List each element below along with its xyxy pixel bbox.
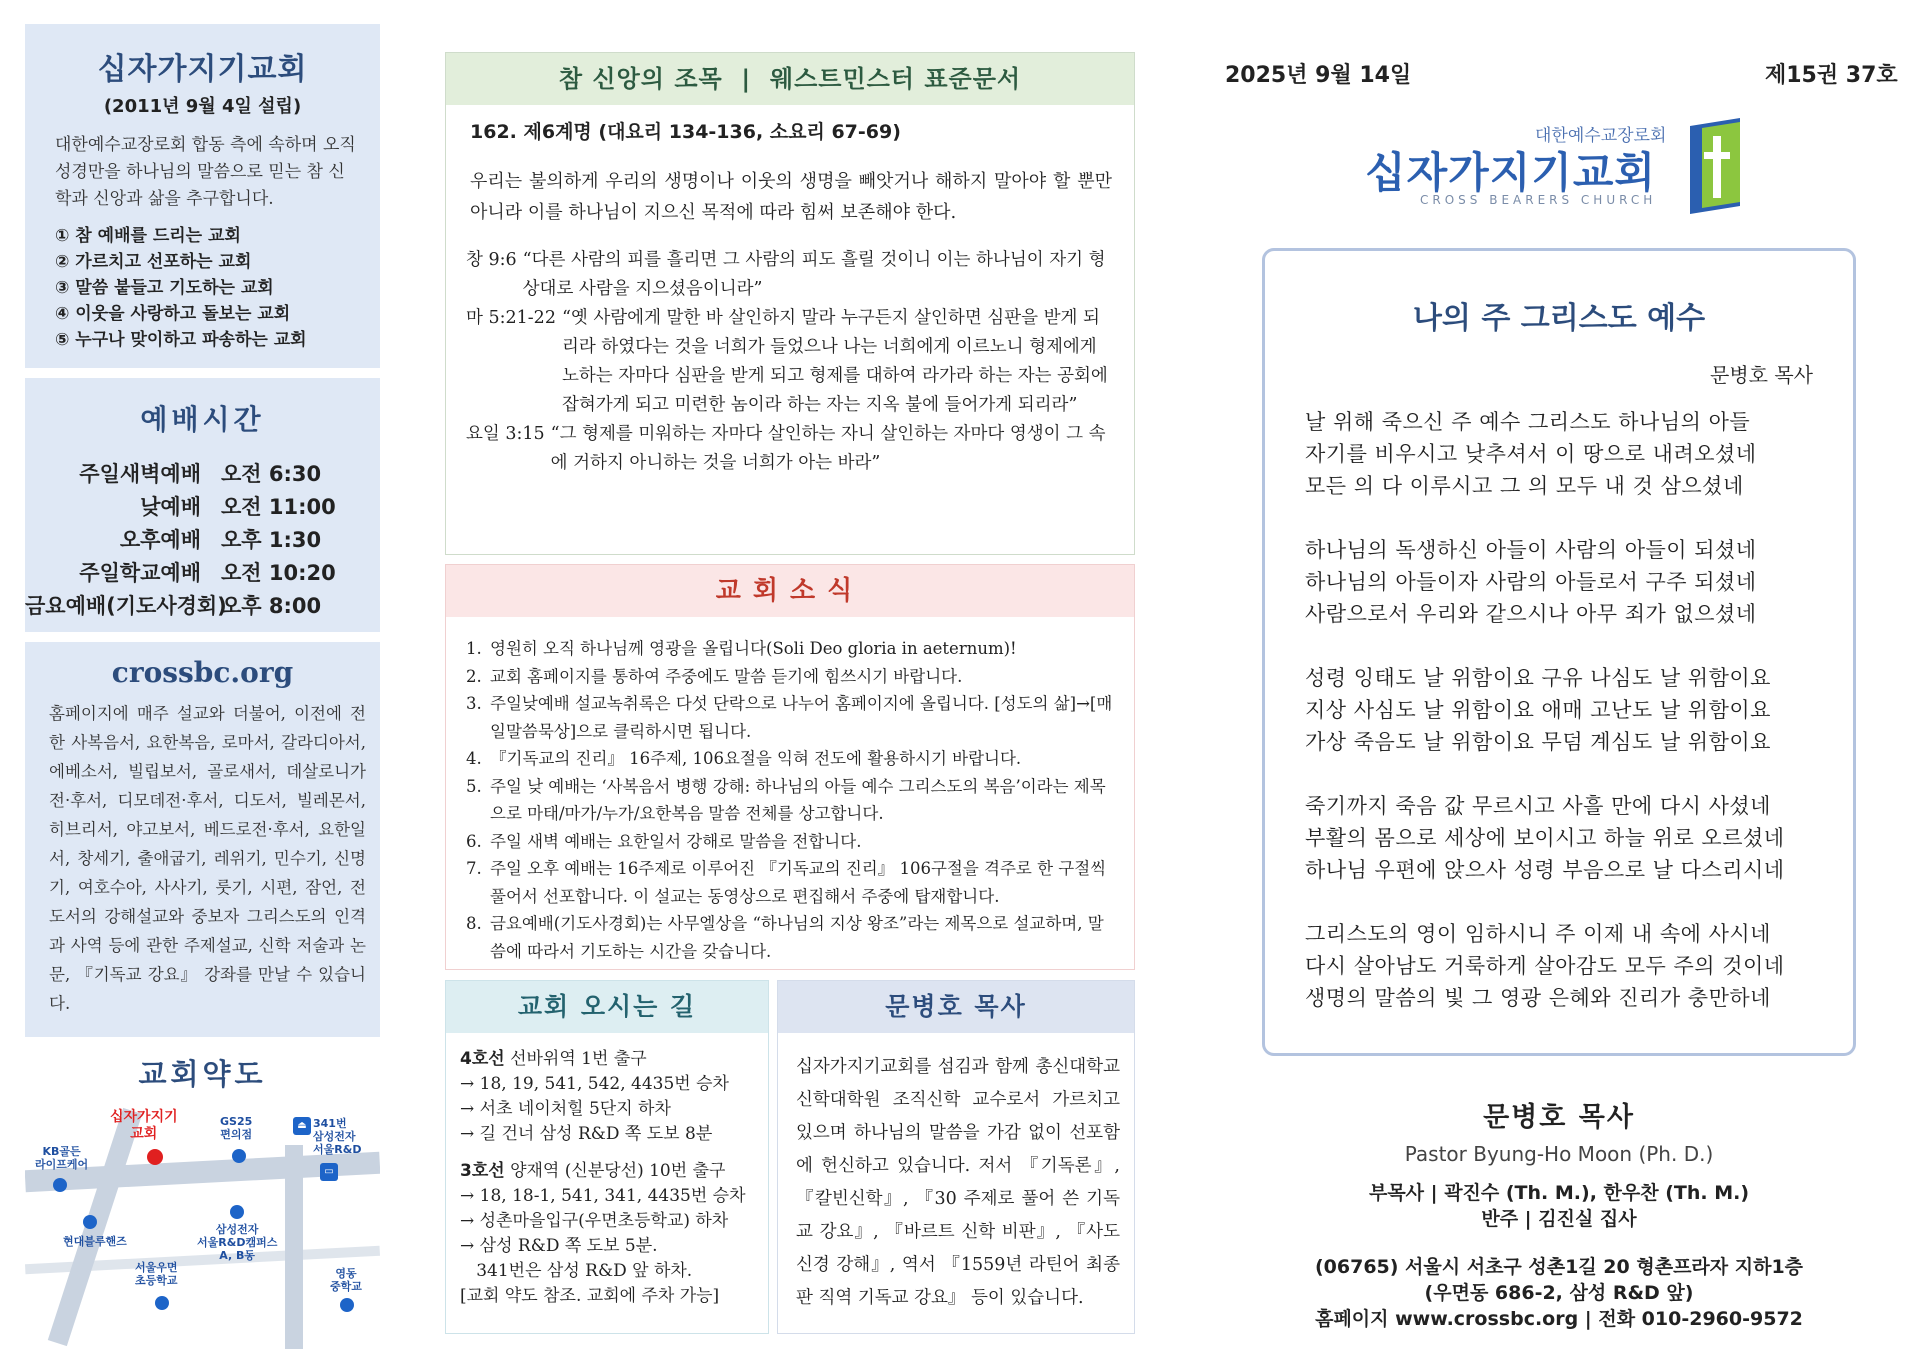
news-text: 『기독교의 진리』 16주제, 106요절을 익혀 전도에 활용하시기 바랍니다. — [490, 749, 1022, 768]
poem-line: 사람으로서 우리와 같으시나 아무 죄가 없으셨네 — [1305, 602, 1757, 626]
directions-header: 교회 오시는 길 — [446, 981, 768, 1033]
directions-step: → 성촌마을입구(우면초등학교) 하차 — [460, 1211, 729, 1231]
worship-time: 오전 11:00 — [221, 494, 336, 519]
website-description: 홈페이지에 매주 설교와 더불어, 이전에 전한 사복음서, 요한복음, 로마서, 갈라디아서, 에베소서, 빌립보서, 골로새서, 데살로니가전·후서, 디모데전·후서, 디도서, 빌레몬서, 히브리서, 야고보서, 베드로전·후서, 요한일서, 창세기, 출애굽기, 레위기, 민수기, 신명기, 여호수아, 사사기, 룻기, 시편, 잠언, 전도서의 강해설교와 중보자 그리스도의 인격과 사역 등에 관한 주제설교, 신학 저술과 논문, 『기독교 강요』 강좌를 만날 수 있습니다. — [49, 704, 366, 1013]
poem-stanza — [1305, 918, 1817, 1014]
poem-line: 그리스도의 영이 임하시니 주 이제 내 속에 사시네 — [1305, 922, 1771, 946]
verse-text: “다른 사람의 피를 흘리면 그 사람의 피도 흘릴 것이니 이는 하나님이 자기 형상대로 사람을 지으셨음이니라” — [522, 250, 1106, 299]
map-label-bus: 341번 삼성전자 서울R&D — [313, 1117, 362, 1156]
news-text: 주일 낮 예배는 ‘사복음서 병행 강해: 하나님의 아들 예수 그리스도의 복음’이라는 제목으로 마태/마가/누가/요한복음 말씀 전체를 상고합니다. — [490, 776, 1106, 823]
directions-note: [교회 약도 참조. 교회에 주차 가능] — [460, 1286, 720, 1306]
map-label-church: 십자가지기 교회 — [110, 1109, 178, 1142]
news-header: 교회소식 — [446, 565, 1134, 617]
bulletin-issue: 제15권 37호 — [1765, 63, 1898, 88]
poem-line: 날 위해 죽으신 주 예수 그리스도 하나님의 아들 — [1305, 410, 1751, 434]
worship-time: 오후 1:30 — [221, 527, 322, 552]
verse-item — [466, 246, 1112, 304]
poem-stanza — [1305, 662, 1817, 758]
poem-stanza — [1305, 406, 1817, 502]
map-road — [48, 1108, 142, 1346]
pastor-panel — [777, 980, 1135, 1334]
verse-ref: 마 5:21-22 — [466, 308, 556, 328]
bulletin-footer — [1262, 1095, 1856, 1332]
directions-line4: 4호선 선바위역 1번 출구 — [460, 1049, 647, 1069]
verse-ref: 창 9:6 — [466, 250, 517, 270]
worship-row — [25, 555, 380, 588]
directions-step: → 서초 네이처힐 5단지 하차 — [460, 1099, 671, 1119]
poem-line: 하나님 우편에 앉으사 성령 부음으로 날 다스리시네 — [1305, 858, 1785, 882]
news-text: 교회 홈페이지를 통하여 주중에도 말씀 듣기에 힘쓰시기 바랍니다. — [490, 666, 963, 686]
worship-row — [25, 456, 380, 489]
directions-line3: 3호선 양재역 (신분당선) 10번 출구 — [460, 1161, 726, 1181]
map-label-school: 서울우면 초등학교 — [135, 1261, 178, 1287]
poem-line: 하나님의 아들이자 사람의 아들로서 구주 되셨네 — [1305, 570, 1757, 594]
worship-name: 금요예배(기도사경회) — [25, 593, 227, 618]
church-intro-text: 대한예수교장로회 합동 측에 속하며 오직 성경만을 하나님의 말씀으로 믿는 참 신학과 신앙과 삶을 추구합니다. — [55, 135, 356, 209]
map-label-hyundai: 현대블루핸즈 — [63, 1235, 127, 1248]
worship-table — [25, 456, 380, 621]
church-name: 십자가지기교회 — [97, 52, 308, 87]
news-item: 3. 주일낮예배 설교녹취록은 다섯 단락으로 나누어 홈페이지에 올립니다. [성도의 삶]→[매일말씀묵상]으로 클릭하시면 됩니다. — [466, 690, 1114, 745]
poem-title: 나의 주 그리스도 예수 — [1412, 301, 1706, 336]
church-map — [25, 1105, 380, 1349]
church-intro-panel — [25, 24, 380, 368]
poem-stanza — [1305, 790, 1817, 886]
map-samsung-marker — [230, 1205, 244, 1219]
directions-panel — [445, 980, 769, 1334]
news-item: 2. 교회 홈페이지를 통하여 주중에도 말씀 듣기에 힘쓰시기 바랍니다. — [466, 663, 1114, 691]
bus-stop-icon: ⏏ — [293, 1117, 311, 1135]
directions-step: → 삼성 R&D 쪽 도보 5분. — [460, 1236, 658, 1256]
map-gs25-marker — [232, 1149, 246, 1163]
cross-logo-icon — [1680, 118, 1750, 214]
poem-author: 문병호 목사 — [1710, 363, 1813, 387]
poem-line: 성령 잉태도 날 위함이요 구유 나심도 날 위함이요 — [1305, 666, 1771, 690]
map-kb-marker — [53, 1178, 67, 1192]
news-list — [466, 635, 1114, 965]
poem-line: 생명의 말씀의 빛 그 영광 은혜와 진리가 충만하네 — [1305, 986, 1771, 1010]
confession-header: 참 신앙의 조목 | 웨스트민스터 표준문서 — [446, 53, 1134, 105]
directions-body — [460, 1047, 758, 1309]
map-church-marker — [147, 1149, 163, 1165]
map-road — [285, 1145, 303, 1349]
news-text: 주일 오후 예배는 16주제로 이루어진 『기독교의 진리』 106구절을 격주로 한 구절씩 풀어서 선포합니다. 이 설교는 동영상으로 편집해서 주중에 탑재합니다. — [490, 859, 1107, 906]
poem-line: 가상 죽음도 날 위함이요 무덤 계심도 날 위함이요 — [1305, 730, 1771, 754]
goal-item: ③ 말씀 붙들고 기도하는 교회 — [55, 278, 274, 298]
verse-list — [466, 246, 1112, 478]
goal-item: ① 참 예배를 드리는 교회 — [55, 226, 241, 246]
logo-english-name: CROSS BEARERS CHURCH — [1420, 193, 1657, 207]
poem-line: 자기를 비우시고 낮추셔서 이 땅으로 내려오셨네 — [1305, 442, 1757, 466]
map-school-marker — [155, 1296, 169, 1310]
map-label-gs25: GS25 편의점 — [220, 1115, 253, 1141]
footer-pastor-name: 문병호 목사 — [1483, 1102, 1635, 1133]
worship-times-panel — [25, 378, 380, 632]
verse-ref: 요일 3:15 — [466, 424, 545, 444]
worship-time: 오전 6:30 — [221, 461, 322, 486]
news-text: 주일낮예배 설교녹취록은 다섯 단락으로 나누어 홈페이지에 올립니다. [성도의 삶]→[매일말씀묵상]으로 클릭하시면 됩니다. — [490, 694, 1113, 741]
poem-line: 지상 사심도 날 위함이요 애매 고난도 날 위함이요 — [1305, 698, 1771, 722]
church-logo — [1365, 118, 1745, 218]
poem-line: 하나님의 독생하신 아들이 사람의 아들이 되셨네 — [1305, 538, 1757, 562]
map-label-kb: KB골든 라이프케어 — [35, 1145, 89, 1171]
goal-item: ④ 이웃을 사랑하고 돌보는 교회 — [55, 304, 291, 324]
confession-title: 162. 제6계명 (대요리 134-136, 소요리 67-69) — [470, 121, 901, 143]
worship-time: 오후 8:00 — [221, 593, 322, 618]
worship-name: 주일새벽예배 — [79, 461, 201, 486]
poem-body — [1305, 406, 1817, 1014]
church-goals — [55, 223, 362, 353]
confession-summary: 우리는 불의하게 우리의 생명이나 이웃의 생명을 빼앗거나 해하지 말아야 할 뿐만 아니라 이를 하나님이 지으신 목적에 따라 힘써 보존해야 한다. — [470, 171, 1112, 223]
directions-step: → 길 건너 삼성 R&D 쪽 도보 8분 — [460, 1124, 713, 1144]
logo-church-name: 십자가지기교회 — [1365, 148, 1657, 197]
poem-line: 부활의 몸으로 세상에 보이시고 하늘 위로 오르셨네 — [1305, 826, 1785, 850]
map-label-middle: 영동 중학교 — [330, 1267, 362, 1293]
worship-row — [25, 588, 380, 621]
pastor-bio: 십자가지기교회를 섬김과 함께 총신대학교 신학대학원 조직신학 교수로서 가르치고 있으며 하나님의 말씀을 가감 없이 선포함에 헌신하고 있습니다. 저서 『기독론』, 『칼빈신학』, 『30 주제로 풀어 쓴 기독교 강요』, 『바르트 신학 비판』, 『사도신경 강해』, 역서 『1559년 라틴어 최종판 직역 기독교 강요』 등이 있습니다. — [796, 1057, 1120, 1308]
poem-line: 죽기까지 죽음 값 무르시고 사흘 만에 다시 사셨네 — [1305, 794, 1771, 818]
verse-text: “옛 사람에게 말한 바 살인하지 말라 누구든지 살인하면 심판을 받게 되리라 하였다는 것을 너희가 들었으나 나는 너희에게 이르노니 형제에게 노하는 자마다 심판을 받게 되고 형제를 대하여 라가라 하는 자는 공회에 잡혀가게 되고 미련한 놈이라 하는 자는 지옥 불에 들어가게 되리라” — [561, 308, 1108, 415]
verse-text: “그 형제를 미워하는 자마다 살인하는 자니 살인하는 자마다 영생이 그 속에 거하지 아니하는 것을 너희가 아는 바라” — [550, 424, 1106, 473]
news-item: 6. 주일 새벽 예배는 요한일서 강해로 말씀을 전합니다. — [466, 828, 1114, 856]
bus-icon: ▭ — [320, 1163, 338, 1181]
news-text: 주일 새벽 예배는 요한일서 강해로 말씀을 전합니다. — [490, 831, 862, 851]
goal-item: ② 가르치고 선포하는 교회 — [55, 252, 252, 272]
worship-name: 오후예배 — [119, 527, 201, 552]
website-panel — [25, 642, 380, 1037]
news-text: 금요예배(기도사경회)는 사무엘상을 “하나님의 지상 왕조”라는 제목으로 설교하며, 말씀에 따라서 기도하는 시간을 갖습니다. — [490, 914, 1104, 961]
footer-pastor-english: Pastor Byung-Ho Moon (Ph. D.) — [1404, 1142, 1714, 1166]
verse-item — [466, 304, 1112, 420]
footer-address-detail: (우면동 686-2, 삼성 R&D 앞) — [1424, 1282, 1694, 1304]
news-item: 8. 금요예배(기도사경회)는 사무엘상을 “하나님의 지상 왕조”라는 제목으로 설교하며, 말씀에 따라서 기도하는 시간을 갖습니다. — [466, 910, 1114, 965]
logo-denomination: 대한예수교장로회 — [1535, 126, 1667, 146]
map-hyundai-marker — [83, 1215, 97, 1229]
worship-time: 오전 10:20 — [221, 560, 336, 585]
established-date: (2011년 9월 4일 설립) — [103, 96, 302, 117]
poem-line: 모든 의 다 이루시고 그 의 모두 내 것 삼으셨네 — [1305, 474, 1744, 498]
worship-name: 주일학교예배 — [79, 560, 201, 585]
worship-title: 예배시간 — [140, 403, 265, 436]
directions-step: → 18, 18-1, 541, 341, 4435번 승차 — [460, 1186, 746, 1206]
news-item: 4. 『기독교의 진리』 16주제, 106요절을 익혀 전도에 활용하시기 바랍니다. — [466, 745, 1114, 773]
news-item: 5. 주일 낮 예배는 ‘사복음서 병행 강해: 하나님의 아들 예수 그리스도의 복음’이라는 제목으로 마태/마가/누가/요한복음 말씀 전체를 상고합니다. — [466, 773, 1114, 828]
map-middle-marker — [340, 1298, 354, 1312]
footer-accompanist: 반주 | 김진실 집사 — [1481, 1208, 1637, 1230]
pastor-header: 문병호 목사 — [778, 981, 1134, 1033]
directions-step: → 18, 19, 541, 542, 4435번 승차 — [460, 1074, 729, 1094]
verse-item — [466, 420, 1112, 478]
footer-contact[interactable]: 홈페이지 www.crossbc.org | 전화 010-2960-9572 — [1315, 1308, 1803, 1330]
news-item: 7. 주일 오후 예배는 16주제로 이루어진 『기독교의 진리』 106구절을 격주로 한 구절씩 풀어서 선포합니다. 이 설교는 동영상으로 편집해서 주중에 탑재합니다. — [466, 855, 1114, 910]
directions-step: 341번은 삼성 R&D 앞 하차. — [460, 1261, 693, 1281]
map-label-samsung: 삼성전자 서울R&D캠퍼스 A, B동 — [197, 1223, 278, 1262]
footer-address: (06765) 서울시 서초구 성촌1길 20 형촌프라자 지하1층 — [1314, 1256, 1804, 1278]
footer-associates: 부목사 | 곽진수 (Th. M.), 한우찬 (Th. M.) — [1368, 1182, 1750, 1204]
goal-item: ⑤ 누구나 맞이하고 파송하는 교회 — [55, 330, 307, 350]
poem-line: 다시 살아남도 거룩하게 살아감도 모두 주의 것이네 — [1305, 954, 1785, 978]
worship-name: 낮예배 — [140, 494, 201, 519]
website-link[interactable]: crossbc.org — [111, 656, 294, 689]
worship-row — [25, 522, 380, 555]
news-item: 1. 영원히 오직 하나님께 영광을 올립니다(Soli Deo gloria in aeternum)! — [466, 635, 1114, 663]
church-news-panel — [445, 564, 1135, 970]
poem-stanza — [1305, 534, 1817, 630]
news-text: 영원히 오직 하나님께 영광을 올립니다(Soli Deo gloria in aeternum)! — [490, 639, 1017, 658]
confession-panel — [445, 52, 1135, 555]
worship-row — [25, 489, 380, 522]
poem-panel — [1262, 248, 1856, 1056]
map-title: 교회약도 — [138, 1057, 267, 1091]
bulletin-date: 2025년 9월 14일 — [1225, 63, 1412, 88]
